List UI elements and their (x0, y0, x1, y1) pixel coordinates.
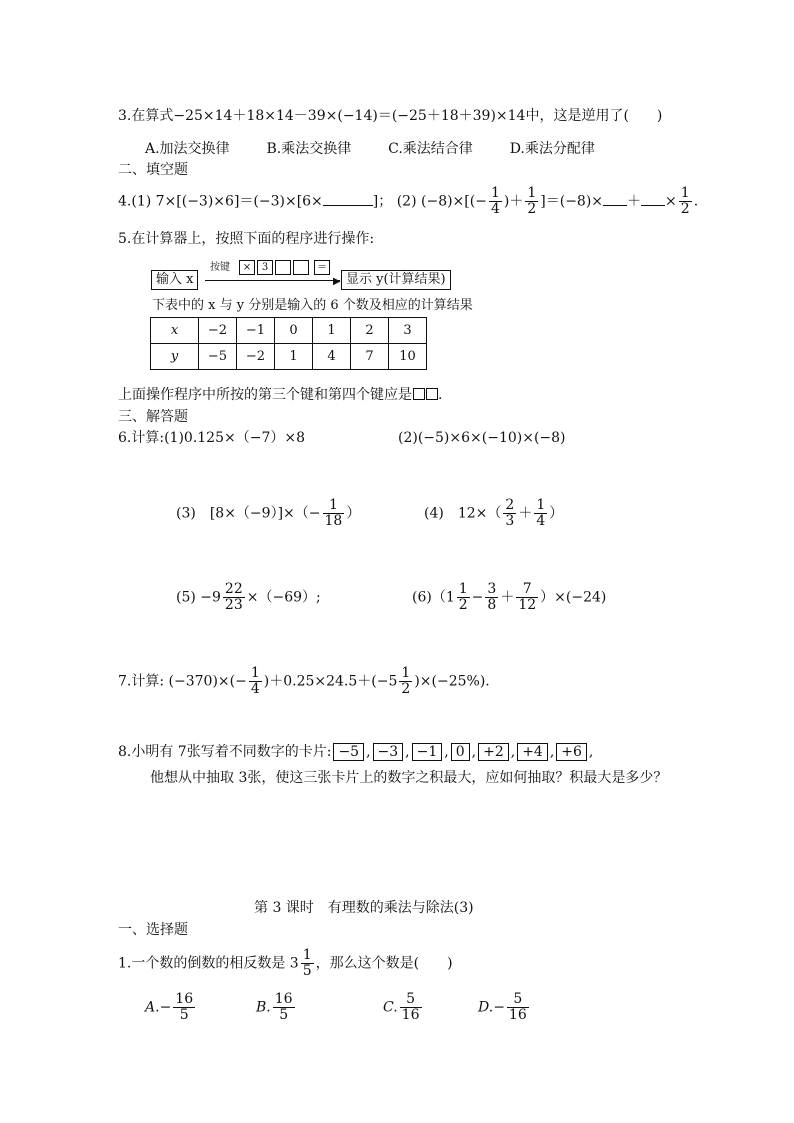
section-answer: 三、解答题 (118, 409, 188, 425)
q6-p5-prefix: (5) −9 (176, 589, 221, 606)
table-caption: 下表中的 x 与 y 分别是输入的 6 个数及相应的计算结果 (152, 298, 473, 313)
q6-part-1: (1)0.125×（−7）×8 (164, 430, 305, 446)
key-5: ＝ (314, 260, 330, 275)
q4-part1-prefix: 4.(1) 7×[(−3)×6]＝(−3)×[6× (118, 193, 323, 210)
q6-p4-fraction-2: $\frac{1}{4}$ (536, 497, 546, 529)
q6-part-3 (176, 498, 360, 529)
answer-square-2[interactable] (426, 388, 438, 400)
q6-p4-suffix: ） (549, 505, 564, 522)
program-output-box: 显示 y(计算结果) (341, 270, 451, 290)
q6-part-2: (2)(−5)×6×(−10)×(−8) (398, 430, 566, 446)
q6-p6-suffix: ）×(−24) (540, 589, 607, 606)
q6-p6-fraction-1: $\frac{1}{2}$ (458, 581, 468, 613)
key-4 (293, 260, 309, 275)
number-card: +4 (517, 743, 548, 761)
table-cell: −2 (199, 318, 237, 344)
number-card: +6 (556, 743, 587, 761)
table-cell: 7 (351, 344, 389, 370)
q4-fraction-2: $\frac{1}{2}$ (527, 185, 537, 217)
q6-p4-fraction-1: $\frac{2}{3}$ (505, 497, 515, 529)
q5-question-text: 上面操作程序中所按的第三个键和第四个键应是 (118, 387, 412, 403)
key-3 (275, 260, 291, 275)
q5-intro: 5.在计算器上，按照下面的程序进行操作: (118, 231, 375, 247)
question-8: 8.小明有 7张写着不同数字的卡片: −5 , −3 , −1 , 0 , +2 , +4 , +6 , (118, 744, 594, 760)
q6-p3-prefix: (3) [8×（−9）]×（− (176, 505, 321, 522)
q8-prefix: 8.小明有 7张写着不同数字的卡片: (118, 744, 332, 760)
q1-option-a: A.− $\frac{16}{5}$ (145, 991, 194, 1023)
number-card: −5 (333, 743, 364, 761)
table-header-x: x (151, 318, 199, 344)
lesson-title: 第 3 课时 有理数的乘法与除法(3) (254, 900, 474, 916)
q7-fraction-2: $\frac{1}{2}$ (401, 665, 411, 697)
table-cell: −5 (199, 344, 237, 370)
q6-p3-suffix: ） (346, 505, 361, 522)
section-fill-in: 二、填空题 (118, 162, 188, 178)
table-cell: 4 (313, 344, 351, 370)
xy-table (150, 317, 427, 370)
press-key-label: 按键 (210, 262, 230, 273)
q1-prefix: 1.一个数的倒数的相反数是 3 (118, 955, 299, 972)
q6-p6-fraction-2: $\frac{3}{8}$ (487, 581, 497, 613)
q4-blank-3[interactable] (641, 193, 665, 206)
q7-prefix: 7.计算: (−370)×(− (118, 673, 247, 690)
q1-option-b: B. $\frac{16}{5}$ (256, 991, 293, 1023)
number-card: +2 (478, 743, 509, 761)
arrow-head-icon: ▶ (333, 276, 341, 287)
table-cell: 2 (351, 318, 389, 344)
q6-part-6 (412, 582, 606, 613)
q4-blank-2[interactable] (603, 193, 627, 206)
q4-fraction-1: $\frac{1}{4}$ (490, 185, 500, 217)
q6-p5-suffix: ×（−69）; (246, 589, 321, 606)
key-1: × (239, 260, 255, 275)
section-choice: 一、选择题 (118, 922, 188, 938)
table-header-y: y (151, 344, 199, 370)
q4-text-mid2: ]＝(−8)× (540, 193, 604, 210)
q6-part-5 (176, 582, 321, 613)
number-card: −3 (373, 743, 404, 761)
q1-fraction: $\frac{1}{5}$ (302, 947, 312, 979)
table-cell: 3 (389, 318, 427, 344)
question-1 (118, 948, 453, 979)
table-cell: −1 (237, 318, 275, 344)
q6-label: 6.计算: (118, 430, 165, 446)
q3-option-d: D.乘法分配律 (509, 141, 595, 157)
q3-suffix: 中，这是逆用了( ) (525, 108, 663, 124)
number-card: 0 (451, 743, 470, 761)
q3-option-a: A.加法交换律 (145, 141, 230, 157)
question-4 (118, 186, 698, 217)
q4-blank-1[interactable] (323, 193, 373, 206)
q4-times: × (665, 193, 677, 210)
table-cell: 10 (389, 344, 427, 370)
q3-expression: −25×14＋18×14－39×(−14)＝(−25＋18＋39)×14 (173, 108, 526, 124)
answer-square-1[interactable] (413, 388, 425, 400)
q4-end: . (693, 193, 699, 210)
q3-options (145, 139, 595, 159)
q4-fraction-3: $\frac{1}{2}$ (680, 185, 690, 217)
q1-suffix: ，那么这个数是( ) (315, 955, 453, 972)
table-cell: 1 (275, 344, 313, 370)
table-cell: −2 (237, 344, 275, 370)
q8-question: 他想从中抽取 3张，使这三张卡片上的数字之积最大，应如何抽取？积最大是多少？ (150, 770, 668, 786)
q3-prefix: 3.在算式 (118, 108, 174, 124)
program-arrow-line (205, 280, 340, 281)
q6-p4-prefix: (4) 12×（ (424, 505, 502, 522)
table-cell: 1 (313, 318, 351, 344)
q4-text-mid1: )＋ (503, 193, 524, 210)
table-cell: 0 (275, 318, 313, 344)
table-row (151, 344, 427, 370)
q4-part2-prefix: (2) (−8)×[(− (396, 193, 487, 210)
q6-p6-plus: ＋ (500, 589, 515, 606)
program-input-box: 输入 x (151, 270, 198, 290)
q6-part-4 (424, 498, 563, 529)
q6-p4-plus: ＋ (518, 505, 533, 522)
q6-p3-fraction: $\frac{1}{18}$ (324, 497, 343, 529)
q1-option-d: D.− $\frac{5}{16}$ (478, 991, 527, 1023)
q6-p5-fraction: $\frac{22}{23}$ (224, 581, 243, 613)
q1-option-c: C. $\frac{5}{16}$ (383, 991, 420, 1023)
number-card: −1 (412, 743, 443, 761)
question-7 (118, 666, 490, 697)
q6-p6-fraction-3: $\frac{7}{12}$ (518, 581, 537, 613)
q5-question: 上面操作程序中所按的第三个键和第四个键应是 . (118, 387, 443, 403)
q4-plus: ＋ (627, 193, 642, 210)
q7-fraction-1: $\frac{1}{4}$ (250, 665, 260, 697)
q7-suffix: )×(−25%). (414, 673, 490, 690)
q6-p6-minus: − (471, 589, 484, 606)
key-2: 3 (257, 260, 273, 275)
q6-line-1 (118, 428, 305, 448)
q3-option-c: C.乘法结合律 (388, 141, 473, 157)
q7-mid: )＋0.25×24.5＋(−5 (263, 673, 398, 690)
q3-option-b: B.乘法交换律 (266, 141, 352, 157)
table-row (151, 318, 427, 344)
question-3 (118, 106, 662, 126)
q6-p6-prefix: (6)（1 (412, 589, 455, 606)
q4-part1-suffix: ]； (372, 193, 393, 210)
